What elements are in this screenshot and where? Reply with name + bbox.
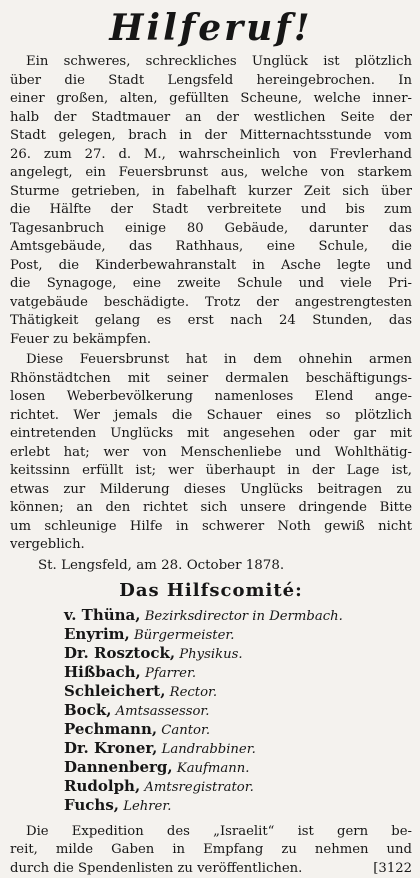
text-line: Diese Feuersbrunst hat in dem ohnehin armen	[10, 351, 412, 370]
text-line: Die Expedition des „Israelit“ ist gern be-	[10, 823, 412, 842]
member-role: Rector.	[170, 685, 217, 700]
member-name: Enyrim,	[64, 625, 130, 643]
member-role: Kaufmann.	[177, 761, 250, 776]
committee-member	[10, 796, 412, 815]
member-role: Bürgermeister.	[134, 628, 234, 643]
page-title: Hilferuf!	[10, 8, 412, 48]
member-role: Amtsassessor.	[116, 704, 210, 719]
text-line: können; an den richtet sich unsere dringende Bitte	[10, 499, 412, 518]
member-name: Rudolph,	[64, 777, 140, 795]
committee-member	[10, 682, 412, 701]
member-name: v. Thüna,	[64, 606, 140, 624]
member-name: Hißbach,	[64, 663, 141, 681]
text-line	[10, 860, 412, 878]
member-role: Pfarrer.	[145, 666, 196, 681]
member-role: Lehrer.	[123, 799, 171, 814]
member-name: Schleichert,	[64, 682, 165, 700]
committee-member	[10, 625, 412, 644]
committee-member	[10, 701, 412, 720]
committee-member	[10, 739, 412, 758]
text-line: etwas zur Milderung dieses Unglücks beitragen zu	[10, 481, 412, 500]
member-name: Fuchs,	[64, 796, 119, 814]
text-line: erlebt hat; wer von Menschenliebe und Wohlthätig-	[10, 444, 412, 463]
committee-list	[10, 606, 412, 815]
committee-member	[10, 777, 412, 796]
text-line: Sturme getrieben, in fabelhaft kurzer Zeit sich über	[10, 183, 412, 202]
text-line: Stadt gelegen, brach in der Mitternachtsstunde vom	[10, 127, 412, 146]
member-name: Dr. Kroner,	[64, 739, 157, 757]
member-name: Pechmann,	[64, 720, 157, 738]
paragraph-appeal	[10, 351, 412, 555]
text-line: Tagesanbruch einige 80 Gebäude, darunter das	[10, 220, 412, 239]
dateline: St. Lengsfeld, am 28. October 1878.	[10, 556, 412, 576]
text-line: Thätigkeit gelang es erst nach 24 Stunden, das	[10, 312, 412, 331]
text-line: richtet. Wer jemals die Schauer eines so plötzlich	[10, 407, 412, 426]
member-role: Cantor.	[161, 723, 210, 738]
text-line: die Hälfte der Stadt verbreitete und bis zum	[10, 201, 412, 220]
text-line: vatgebäude beschädigte. Trotz der angestrengtesten	[10, 294, 412, 313]
text-line: reit, milde Gaben in Empfang zu nehmen und	[10, 841, 412, 860]
text-line: losen Weberbevölkerung namenloses Elend ange-	[10, 388, 412, 407]
member-name: Dr. Rosztock,	[64, 644, 175, 662]
text-line: eintretenden Unglücks mit angesehen oder gar mit	[10, 425, 412, 444]
paragraph-fire-report	[10, 53, 412, 349]
text-line: um schleunige Hilfe in schwerer Noth gewiß nicht	[10, 518, 412, 537]
committee-member	[10, 758, 412, 777]
text-line: einer großen, alten, gefüllten Scheune, welche inner-	[10, 90, 412, 109]
member-name: Dannenberg,	[64, 758, 173, 776]
text-line: halb der Stadtmauer an der westlichen Seite der	[10, 109, 412, 128]
text-line: 26. zum 27. d. M., wahrscheinlich von Frevlerhand	[10, 146, 412, 165]
committee-heading: Das Hilfscomité:	[10, 580, 412, 602]
text-line: Feuer zu bekämpfen.	[10, 331, 412, 350]
text-line: über die Stadt Lengsfeld hereingebrochen. In	[10, 72, 412, 91]
text-line: Amtsgebäude, das Rathhaus, eine Schule, die	[10, 238, 412, 257]
text-line: Rhönstädtchen mit seiner dermalen beschäftigungs-	[10, 370, 412, 389]
member-role: Landrabbiner.	[162, 742, 256, 757]
text-line: vergeblich.	[10, 536, 412, 555]
member-role: Physikus.	[179, 647, 242, 662]
text-line: angelegt, ein Feuersbrunst aus, welche von starkem	[10, 164, 412, 183]
reference-number: [3122	[373, 860, 412, 878]
member-name: Bock,	[64, 701, 111, 719]
committee-member	[10, 720, 412, 739]
expedition-note	[10, 823, 412, 878]
committee-member	[10, 663, 412, 682]
text-line: Post, die Kinderbewahranstalt in Asche legte und	[10, 257, 412, 276]
member-role: Amtsregistrator.	[144, 780, 253, 795]
text-line: die Synagoge, eine zweite Schule und viele Pri-	[10, 275, 412, 294]
committee-member	[10, 644, 412, 663]
committee-member	[10, 606, 412, 625]
footer-last-line: durch die Spendenlisten zu veröffentlichen.	[10, 861, 302, 876]
text-line: Ein schweres, schreckliches Unglück ist plötzlich	[10, 53, 412, 72]
text-line: keitssinn erfüllt ist; wer überhaupt in der Lage ist,	[10, 462, 412, 481]
member-role: Bezirksdirector in Dermbach.	[145, 609, 343, 624]
